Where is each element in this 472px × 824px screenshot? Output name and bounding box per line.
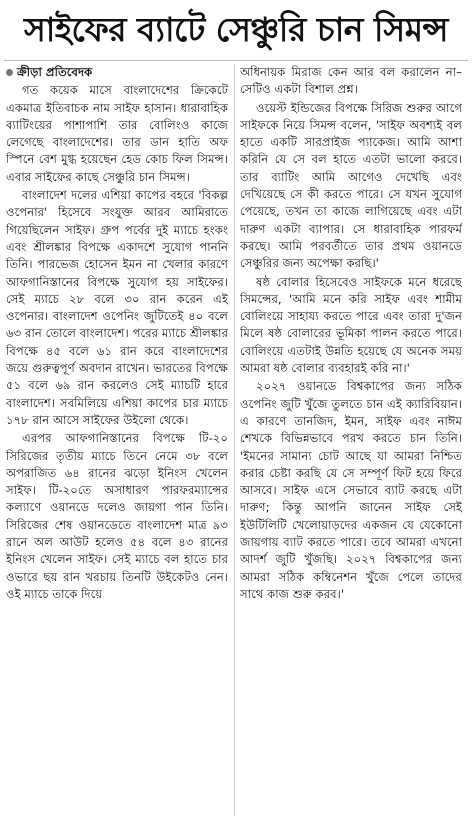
paragraph: ওয়েস্ট ইন্ডিজের বিপক্ষে সিরিজ শুরুর আগে সাইফকে নিয়ে সিমন্স বলেন, 'সাইফ অবশ্যই বল হাতে একটি সারপ্রাইজ প্যাকেজ। আমি আশা করিনি যে সে বল হাতে এতটা ভালো করবে। তার ব্যাটিং আমি আগেও দেখেছি এবং দেখিয়েছে সে কী করতে পারে। সে যখন সুযোগ পেয়েছে, তখন তা কাজে লাগিয়েছে এবং এটা দারুণ একটা ব্যাপার। সে ধারাবাহিক পারফর্ম করছে। আমি পরবর্তীতে তার প্রথম ওয়ানডে সেঞ্চুরির জন্য অপেক্ষা করছি।'	[240, 100, 462, 271]
byline-text: ক্রীড়া প্রতিবেদক	[17, 65, 93, 79]
paragraph: ২০২৭ ওয়ানডে বিশ্বকাপের জন্য সঠিক ওপেনিং জুটি খুঁজে তুলতে চান এই ক্যারিবিয়ান। এ কারণে তানজিদ, ইমন, সাইফ এবং নাঈম শেখকে বিভিন্নভাবে পরখ করতে চান তিনি। 'ইমনের সামান্য চোট আছে যা আমরা নিশ্চিত করার চেষ্টা করছি যে সে সম্পূর্ণ ফিট হয়ে ফিরে আসবে। সাইফ এসে সেভাবে ব্যাট করছে এটা দারুণ; কিন্তু আপনি জানেন সাইফ সেই ইউটিলিটি খেলোয়াড়দের একজন যে যেকোনো জায়গায় ব্যাট করতে পারে। তবে আমরা এখনো আদর্শ জুটি খুঁজছি। ২০২৭ বিশ্বকাপের জন্য আমরা সঠিক কম্বিনেশন খুঁজে পেলে তাদের সাথে কাজ শুরু করব।'	[240, 379, 462, 601]
column-divider	[234, 64, 235, 816]
paragraph: গত কয়েক মাসে বাংলাদেশের ক্রিকেটে একমাত্র ইতিবাচক নাম সাইফ হাসান। ধারাবাহিক ব্যাটিংয়ের পাশাপাশি তার বোলিংও কাজে লেগেছে বাংলাদেশের। তার ডান হাতি অফ স্পিনে বেশ মুগ্ধ হয়েছেন হেড কোচ ফিল সিমন্স। এবার সাইফের কাছে সেঞ্চুরি চান সিমন্স।	[6, 83, 228, 184]
article-column-left	[6, 64, 228, 820]
headline-rule	[4, 60, 468, 61]
byline	[6, 64, 228, 81]
paragraph: ষষ্ঠ বোলার হিসেবেও সাইফকে মনে ধরেছে সিমন্সের, 'আমি মনে করি সাইফ এবং শামীম বোলিংয়ে সাহায্য করতে পারে এবং তারা দু'জন মিলে ষষ্ঠ বোলারের ভূমিকা পালন করতে পারে। বোলিংয়ে এতটাই উন্নতি হয়েছে যে অনেক সময় আমরা ষষ্ঠ বোলার ব্যবহারই করি না।'	[240, 274, 462, 376]
paragraph: বাংলাদেশ দলের এশিয়া কাপের বহরে 'বিকল্প ওপেনার' হিসেবে সংযুক্ত আরব আমিরাতে গিয়েছিলেন সাইফ। গ্রুপ পর্বের দুই ম্যাচে হংকং এবং শ্রীলঙ্কার বিপক্ষে একাদশে সুযোগ পাননি তিনি। পারভেজ হোসেন ইমন না খেলার কারণে আফগানিস্তানের বিপক্ষে সুযোগ হয় সাইফের। সেই ম্যাচে ২৮ বলে ৩০ রান করেন এই ওপেনার। বাংলাদেশ ওপেনিং জুটিতেই ৪০ বলে ৬৩ রান তোলে বাংলাদেশ। পরের ম্যাচে শ্রীলঙ্কার বিপক্ষে ৪৫ বলে ৬১ রান করে বাংলাদেশের জয়ে গুরুত্বপূর্ণ অবদান রাখেন। ভারতের বিপক্ষে ৫১ বলে ৬৯ রান করলেও সেই ম্যাচটি হারে বাংলাদেশ। সবমিলিয়ে এশিয়া কাপের চার ম্যাচে ১৭৮ রান আসে সাইফের উইলো থেকে।	[6, 188, 228, 427]
bullet-icon	[6, 69, 13, 76]
article-column-right	[240, 64, 462, 820]
paragraph: অধিনায়ক মিরাজ কেন আর বল করালেন না– সেটিও একটা বিশাল প্রশ্ন।	[240, 65, 462, 97]
paragraph: এরপর আফগানিস্তানের বিপক্ষে টি-২০ সিরিজের তৃতীয় ম্যাচে তিনে নেমে ৩৮ বলে অপরাজিত ৬৪ রানের ঝড়ো ইনিংস খেলেন সাইফ। টি-২০তে অসাধারণ পারফরম্যান্সের কল্যাণে ওয়ানডে দলেও জায়গা পান তিনি। সিরিজের শেষ ওয়ানডেতে বাংলাদেশ মাত্র ৯৩ রানে অল আউট হলেও ৫৪ বলে ৪৩ রানের ইনিংস খেলেন সাইফ। সেই ম্যাচে বল হাতে চার ওভারে ছয় রান খরচায় তিনটি উইকেটও নেন। ওই ম্যাচে তাকে দিয়ে	[6, 431, 228, 601]
headline: সাইফের ব্যাটে সেঞ্চুরি চান সিমন্স	[24, 10, 448, 49]
